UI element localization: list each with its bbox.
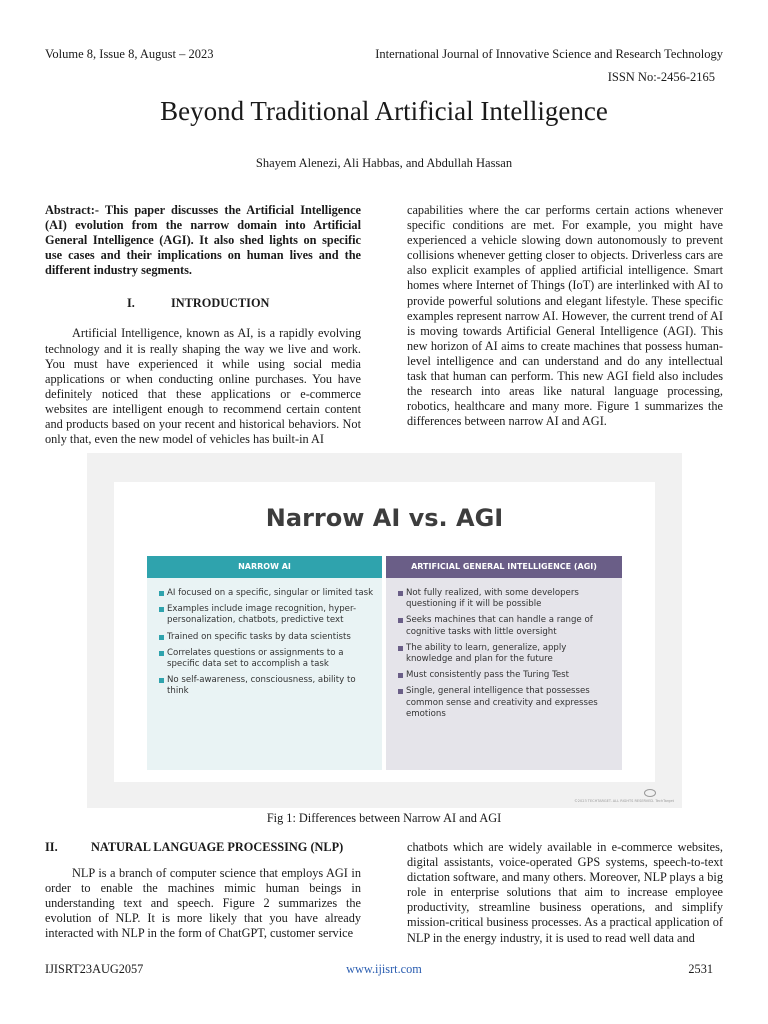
square-bullet-icon	[159, 635, 164, 640]
square-bullet-icon	[398, 618, 403, 623]
figure-card	[114, 482, 655, 782]
intro-paragraph-right: capabilities where the car performs certain actions whenever specific conditions are met. For example, you might have experienced a vehicle slowing down autonomously to prevent collisions whenever getting closer to objects. Driverless cars are also explicit examples of applied artificial intelligence. Smart homes where Internet of Things (IoT) are interlinked with AI to provide powerful solutions and elegant lifestyle. These specific examples represent narrow AI. However, the current trend of AI is moving towards Artificial General Intelligence (AGI). This new horizon of AI aims to create machines that possess human-level intelligence and can understand and do any intellectual task that human can perform. This new AGI field also includes the research into areas like natural language processing, robotics, healthcare and many more. Figure 1 summarizes the differences between narrow AI and AGI.	[407, 203, 723, 429]
right-column-bottom	[407, 840, 723, 946]
narrow-ai-heading: NARROW AI	[147, 556, 382, 578]
journal-url-link[interactable]: www.ijisrt.com	[346, 962, 422, 976]
list-item: No self-awareness, consciousness, ability to think	[159, 675, 374, 697]
section-2-title: NATURAL LANGUAGE PROCESSING (NLP)	[91, 840, 344, 854]
paper-id: IJISRT23AUG2057	[45, 962, 144, 976]
abstract: Abstract:- This paper discusses the Artificial Intelligence (AI) evolution from the narrow domain into Artificial General Intelligence (AGI). It also shed lights on specific use cases and their implications on human lives and the different industry segments.	[45, 203, 361, 278]
journal-name: International Journal of Innovative Science and Research Technology	[375, 47, 723, 61]
section-1-number: I.	[127, 296, 135, 311]
page-number: 2531	[688, 962, 713, 976]
square-bullet-icon	[398, 591, 403, 596]
agi-heading: ARTIFICIAL GENERAL INTELLIGENCE (AGI)	[386, 556, 622, 578]
list-item: Trained on specific tasks by data scientists	[159, 632, 374, 643]
section-2-heading	[45, 840, 361, 856]
list-item: Single, general intelligence that possesses common sense and creativity and expresses emotions	[398, 686, 614, 720]
agi-list	[386, 578, 622, 720]
list-item: Must consistently pass the Turing Test	[398, 670, 614, 681]
paper-title: Beyond Traditional Artificial Intelligence	[160, 96, 608, 126]
nlp-paragraph-left: NLP is a branch of computer science that employs AGI in order to enable the machines mimic human beings in understanding text and speech. Figure 2 summarizes the evolution of NLP. It is more likely that you have already interacted with NLP in the form of ChatGPT, customer service	[45, 866, 361, 941]
list-item: Not fully realized, with some developers questioning if it will be possible	[398, 588, 614, 610]
square-bullet-icon	[159, 607, 164, 612]
intro-paragraph-left: Artificial Intelligence, known as AI, is a rapidly evolving technology and it is really shaping the way we live and work. You must have experienced it while using social media applications or when conducting online purchases. You have definitely noticed that these applications or e-commerce websites are intelligent enough to recommend certain content and products based on your recent and historical behaviors. Not only that, even the new model of vehicles has built-in AI	[45, 326, 361, 447]
square-bullet-icon	[398, 689, 403, 694]
figure-credit: ©2023 TECHTARGET. ALL RIGHTS RESERVED. TechTarget	[574, 799, 674, 803]
figure-1	[87, 453, 682, 808]
section-2-number: II.	[45, 840, 58, 854]
narrow-ai-panel	[147, 556, 382, 770]
list-item: Examples include image recognition, hyper-personalization, chatbots, predictive text	[159, 604, 374, 626]
techtarget-eye-icon	[644, 789, 656, 797]
nlp-paragraph-right: chatbots which are widely available in e-commerce websites, digital assistants, voice-operated GPS systems, speech-to-text dictation software, and many others. Moreover, NLP plays a big role in enterprise solutions that aim to increase employee productivity, streamline business operations, and simplify mission-critical business processes. As a practical application of NLP in the energy industry, it is used to read well data and	[407, 840, 723, 945]
section-1-title: INTRODUCTION	[171, 296, 270, 311]
section-1-heading	[45, 296, 361, 312]
issn: ISSN No:-2456-2165	[607, 70, 715, 84]
square-bullet-icon	[159, 678, 164, 683]
list-item: Seeks machines that can handle a range of cognitive tasks with little oversight	[398, 615, 614, 637]
figure-title: Narrow AI vs. AGI	[265, 504, 504, 532]
volume-info: Volume 8, Issue 8, August – 2023	[45, 47, 214, 61]
square-bullet-icon	[159, 591, 164, 596]
right-column-top	[407, 203, 723, 429]
authors: Shayem Alenezi, Ali Habbas, and Abdullah Hassan	[255, 156, 513, 170]
figure-caption: Fig 1: Differences between Narrow AI and AGI	[266, 811, 502, 825]
list-item: Correlates questions or assignments to a specific data set to accomplish a task	[159, 648, 374, 670]
square-bullet-icon	[398, 646, 403, 651]
agi-panel	[386, 556, 622, 770]
list-item: The ability to learn, generalize, apply knowledge and plan for the future	[398, 643, 614, 665]
left-column-top	[45, 203, 361, 447]
left-column-bottom	[45, 840, 361, 941]
narrow-ai-list	[147, 578, 382, 698]
square-bullet-icon	[159, 651, 164, 656]
square-bullet-icon	[398, 673, 403, 678]
list-item: AI focused on a specific, singular or limited task	[159, 588, 374, 599]
